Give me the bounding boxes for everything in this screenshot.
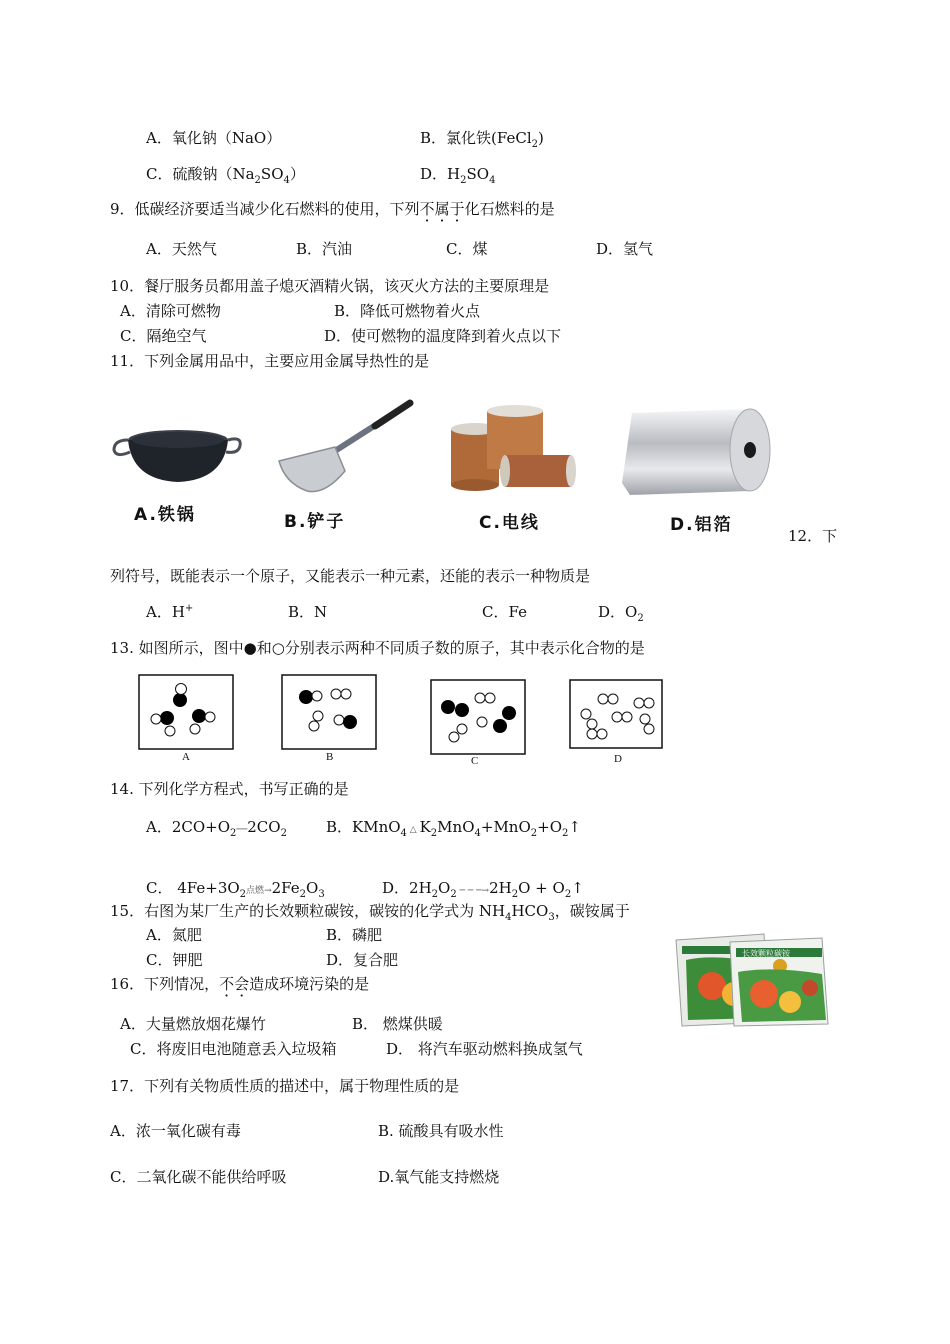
molecule-box-c bbox=[430, 679, 526, 755]
q14-option-b: B．KMnO$_4$ △ $K_2MnO_4+MnO_2+O_2↑$ bbox=[326, 818, 581, 839]
q11-caption-b: B.铲子 bbox=[284, 512, 346, 532]
q11-stem: 11．下列金属用品中，主要应用金属导热性的是 bbox=[110, 352, 430, 370]
q17-option-b: B. 硫酸具有吸水性 bbox=[378, 1122, 504, 1140]
q17-option-d: D.氧气能支持燃烧 bbox=[378, 1168, 500, 1186]
q9-stem: 9．低碳经济要适当减少化石燃料的使用，下列不属于化石燃料的是 bbox=[110, 200, 555, 218]
q12-option-b: B．N bbox=[288, 603, 328, 621]
q15-option-a: A．氮肥 bbox=[146, 926, 202, 944]
q13-stem: 13. 如图所示，图中●和○分别表示两种不同质子数的原子，其中表示化合物的是 bbox=[110, 639, 645, 657]
q14-option-d: D．$2H_2O_2$ ─ ─ $─\to 2H_2O$ + $O_2↑$ bbox=[382, 879, 584, 900]
wok-image bbox=[110, 418, 245, 488]
q10-option-b: B．降低可燃物着火点 bbox=[334, 302, 481, 320]
aluminum-foil-image bbox=[620, 405, 775, 497]
q17-option-c: C．二氧化碳不能供给呼吸 bbox=[110, 1168, 287, 1186]
q11-caption-d: D.铝箔 bbox=[670, 515, 733, 535]
q10-option-a: A．清除可燃物 bbox=[120, 302, 221, 320]
molecule-box-b bbox=[281, 674, 377, 750]
q16-option-d: D． 将汽车驱动燃料换成氢气 bbox=[386, 1040, 583, 1058]
q12-option-d: D．$O_2$ bbox=[598, 603, 644, 624]
molecule-label-b: B bbox=[326, 751, 334, 763]
fertilizer-bag-image bbox=[672, 932, 832, 1028]
molecule-box-d bbox=[569, 679, 665, 751]
q16-option-c: C．将废旧电池随意丢入垃圾箱 bbox=[130, 1040, 337, 1058]
q11-caption-c: C.电线 bbox=[479, 513, 540, 533]
copper-wire-image bbox=[447, 405, 577, 493]
q14-option-a: A．$2CO+O_2──2CO_2$ bbox=[146, 818, 287, 839]
q8-option-c: C．硫酸钠$(Na_2SO_4)$ bbox=[146, 165, 305, 186]
molecule-label-a: A bbox=[182, 751, 190, 763]
q9-option-c: C．煤 bbox=[446, 240, 488, 258]
q16-option-b: B． 燃煤供暖 bbox=[352, 1015, 443, 1033]
q15-option-b: B．磷肥 bbox=[326, 926, 383, 944]
molecule-label-c: C bbox=[471, 755, 479, 767]
q10-stem: 10．餐厅服务员都用盖子熄灭酒精火锅，该灭火方法的主要原理是 bbox=[110, 277, 550, 295]
spatula-image bbox=[275, 395, 420, 495]
q11-caption-a: A.铁锅 bbox=[134, 505, 196, 525]
q8-option-b: B．氯化铁(FeCl$_2$) bbox=[420, 129, 544, 150]
q9-option-b: B．汽油 bbox=[296, 240, 353, 258]
q9-option-a: A．天然气 bbox=[146, 240, 217, 258]
q10-option-d: D．使可燃物的温度降到着火点以下 bbox=[324, 327, 562, 345]
q15-stem: 15．右图为某厂生产的长效颗粒碳铵，碳铵的化学式为 $NH_4HCO_3$，碳铵属于 bbox=[110, 902, 630, 923]
q14-stem: 14. 下列化学方程式，书写正确的是 bbox=[110, 780, 349, 798]
q12-stem: 列符号，既能表示一个原子，又能表示一种元素，还能的表示一种物质是 bbox=[110, 567, 591, 585]
q12-stem-start: 12．下 bbox=[788, 527, 838, 545]
bag-label: 长效颗粒碳铵 bbox=[742, 949, 790, 958]
q9-option-d: D．氢气 bbox=[596, 240, 654, 258]
q8-option-a: A．氧化钠（NaO） bbox=[146, 129, 282, 147]
molecule-box-a bbox=[138, 674, 234, 750]
q16-stem: 16．下列情况，不会造成环境污染的是 bbox=[110, 975, 370, 993]
q16-option-a: A．大量燃放烟花爆竹 bbox=[120, 1015, 266, 1033]
q17-option-a: A．浓一氧化碳有毒 bbox=[110, 1122, 241, 1140]
q17-stem: 17．下列有关物质性质的描述中，属于物理性质的是 bbox=[110, 1077, 460, 1095]
q14-option-c: C． $4Fe+3O_2$点燃$\to 2Fe_2O_3$ bbox=[146, 879, 325, 900]
q12-option-a: A．H+ bbox=[146, 603, 194, 621]
q10-option-c: C．隔绝空气 bbox=[120, 327, 207, 345]
q15-option-d: D．复合肥 bbox=[326, 951, 399, 969]
q15-option-c: C．钾肥 bbox=[146, 951, 203, 969]
molecule-label-d: D bbox=[614, 753, 622, 765]
q8-option-d: D．$H_2SO_4$ bbox=[420, 165, 496, 186]
q12-option-c: C．Fe bbox=[482, 603, 527, 621]
